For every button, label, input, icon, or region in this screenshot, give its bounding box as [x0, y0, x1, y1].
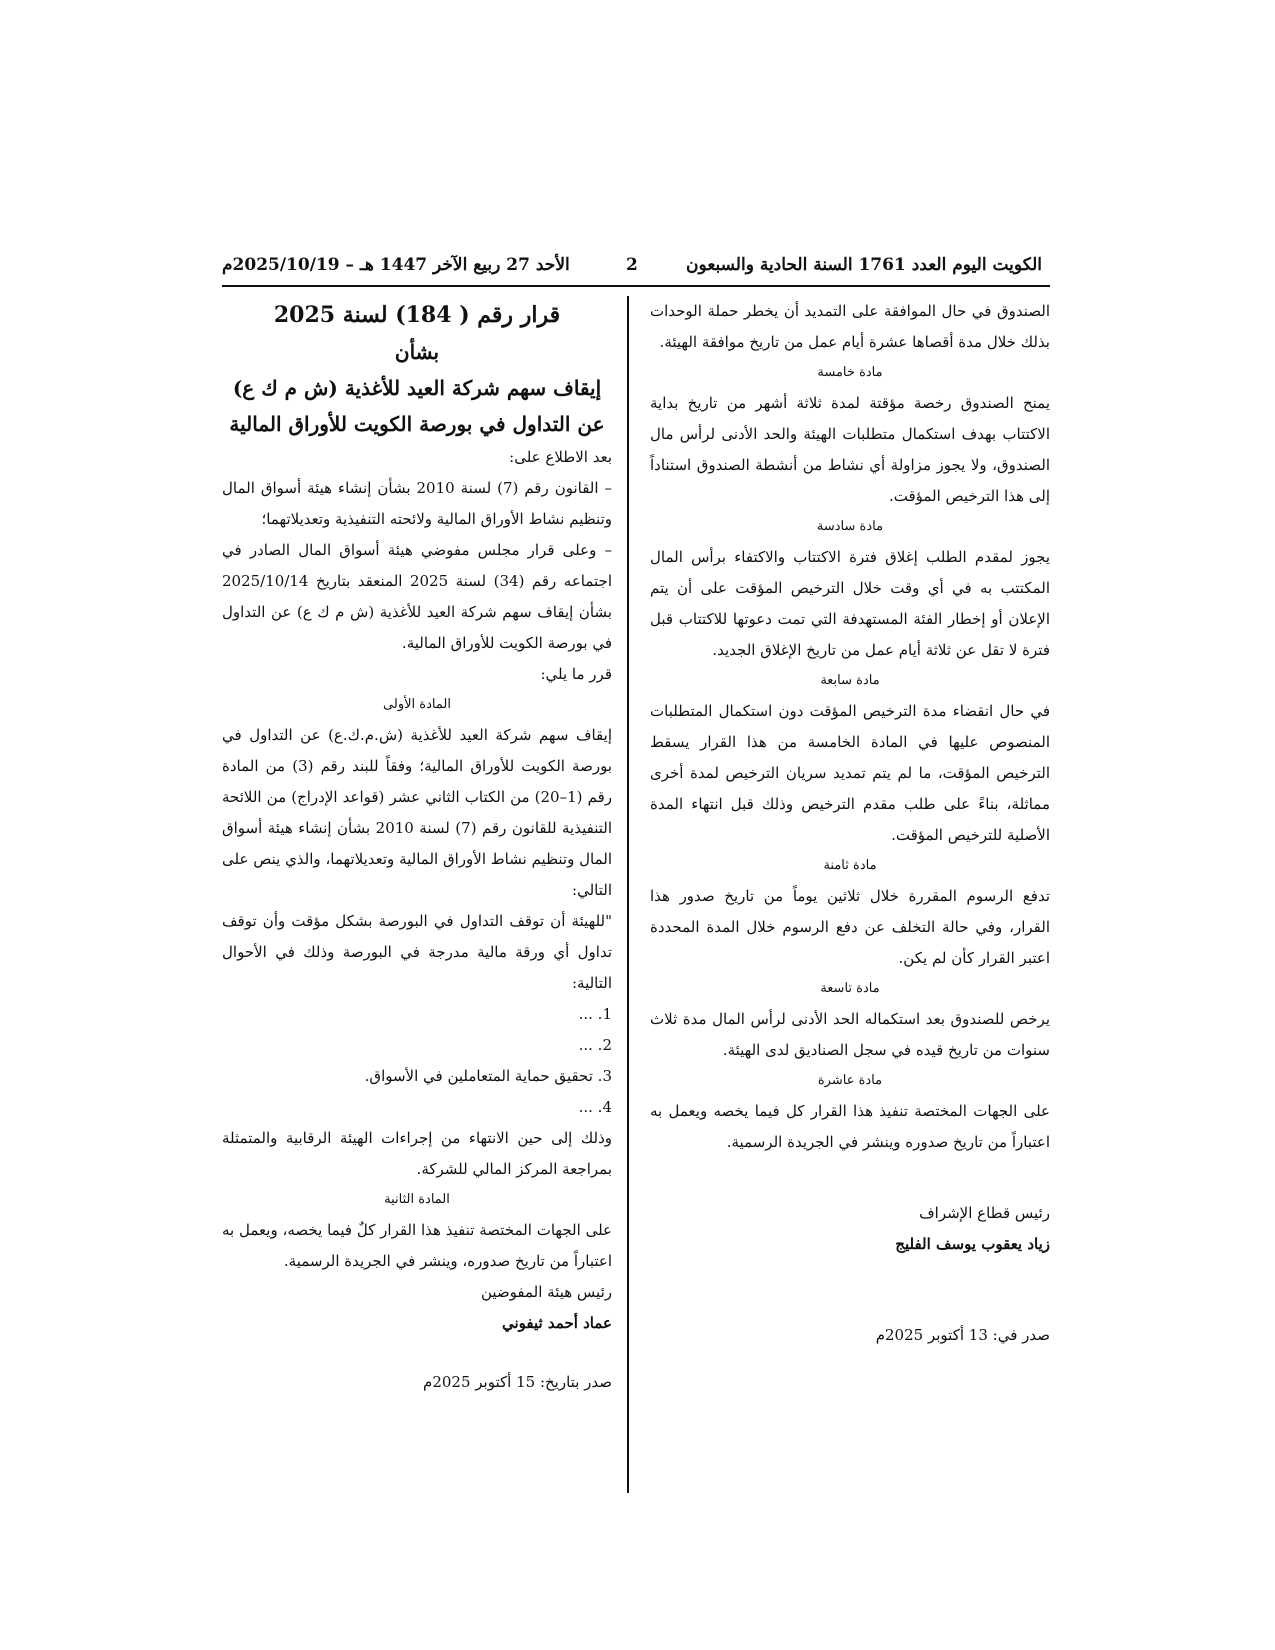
- subject-word: بشأن: [394, 340, 440, 364]
- subject-line: إيقاف سهم شركة العيد للأغذية (ش م ك ع): [232, 376, 602, 400]
- article-heading: مادة ثامنة: [823, 858, 877, 873]
- paragraph: الصندوق في حال الموافقة على التمديد أن يخطر حملة الوحدات بذلك خلال مدة أقصاها عشرة أيام عمل من تاريخ موافقة الهيئة.: [650, 302, 1050, 351]
- right-column: [650, 296, 1050, 1351]
- page-header: [222, 255, 1050, 287]
- article-heading: مادة تاسعة: [820, 981, 880, 996]
- signatory-name: زياد يعقوب يوسف الفليج: [895, 1235, 1050, 1253]
- paragraph: بعد الاطلاع على:: [509, 448, 612, 466]
- article-heading: مادة سادسة: [816, 519, 884, 534]
- page-number: 2: [626, 255, 638, 275]
- issue-date: صدر بتاريخ: 15 أكتوبر 2025م: [423, 1373, 612, 1391]
- signatory-title: رئيس هيئة المفوضين: [480, 1283, 612, 1301]
- header-issue: الكويت اليوم العدد 1761 السنة الحادية والسبعون: [686, 255, 1042, 275]
- spacer: [222, 1339, 612, 1367]
- article-heading: مادة سابعة: [820, 673, 880, 688]
- quote: "للهيئة أن توقف التداول في البورصة بشكل مؤقت وأن توقف تداول أي ورقة مالية مدرجة في البورصة وذلك في الأحوال التالية:: [222, 912, 612, 992]
- paragraph: قرر ما يلي:: [540, 665, 612, 683]
- signatory-title: رئيس قطاع الإشراف: [919, 1204, 1050, 1222]
- article-heading: مادة خامسة: [817, 365, 883, 380]
- article-heading: مادة عاشرة: [817, 1073, 883, 1088]
- paragraph: على الجهات المختصة تنفيذ هذا القرار كل فيما يخصه ويعمل به اعتباراً من تاريخ صدوره وينشر في الجريدة الرسمية.: [650, 1102, 1050, 1151]
- reference-item: – وعلى قرار مجلس مفوضي هيئة أسواق المال الصادر في اجتماعه رقم (34) لسنة 2025 المنعقد بتاريخ 2025/10/14 بشأن إيقاف سهم شركة العيد للأغذية (ش م ك ع) عن التداول في بورصة الكويت للأوراق المالية.: [222, 541, 612, 652]
- paragraph: يمنح الصندوق رخصة مؤقتة لمدة ثلاثة أشهر من تاريخ بداية الاكتتاب بهدف استكمال متطلبات الهيئة والحد الأدنى لرأس مال الصندوق، ولا يجوز مزاولة أي نشاط من أنشطة الصندوق استناداً إلى هذا الترخيص المؤقت.: [650, 394, 1050, 505]
- issue-date: صدر في: 13 أكتوبر 2025م: [875, 1326, 1050, 1344]
- article-heading: المادة الأولى: [383, 697, 451, 712]
- spacer: [650, 1260, 1050, 1320]
- subject-line: عن التداول في بورصة الكويت للأوراق المالية: [229, 412, 605, 436]
- signatory-name: عماد أحمد ثيفوني: [501, 1314, 612, 1332]
- left-column: [222, 296, 612, 1398]
- column-divider: [627, 296, 629, 1493]
- paragraph: إيقاف سهم شركة العيد للأغذية (ش.م.ك.ع) عن التداول في بورصة الكويت للأوراق المالية؛ وفقاً للبند رقم (3) من المادة رقم (1–20) من الكتاب الثاني عشر (قواعد الإدراج) من اللائحة التنفيذية للقانون رقم (7) لسنة 2010 بشأن إنشاء هيئة أسواق المال وتنظيم نشاط الأوراق المالية وتعديلاتهما، والذي ينص على التالي:: [222, 726, 612, 899]
- paragraph: يرخص للصندوق بعد استكماله الحد الأدنى لرأس المال مدة ثلاث سنوات من تاريخ قيده في سجل الصناديق لدى الهيئة.: [650, 1010, 1050, 1059]
- paragraph: وذلك إلى حين الانتهاء من إجراءات الهيئة الرقابية والمتمثلة بمراجعة المركز المالي للشركة.: [222, 1129, 612, 1178]
- decision-title: قرار رقم ( 184) لسنة 2025: [273, 302, 561, 328]
- list-item: 2. ...: [578, 1036, 612, 1054]
- list-item: 3. تحقيق حماية المتعاملين في الأسواق.: [364, 1067, 612, 1085]
- spacer: [650, 1158, 1050, 1198]
- paragraph: يجوز لمقدم الطلب إغلاق فترة الاكتتاب والاكتفاء برأس المال المكتتب به في أي وقت خلال الترخيص المؤقت على أن يتم الإعلان أو إخطار الفئة المستهدفة التي تمت دعوتها للاكتتاب قبل فترة لا تقل عن ثلاثة أيام عمل من تاريخ الإغلاق الجديد.: [650, 548, 1050, 659]
- header-date: الأحد 27 ربيع الآخر 1447 هـ – 2025/10/19م: [222, 255, 570, 275]
- paragraph: في حال انقضاء مدة الترخيص المؤقت دون استكمال المتطلبات المنصوص عليها في المادة الخامسة من هذا القرار يسقط الترخيص المؤقت، ما لم يتم تمديد سريان الترخيص لمدة أخرى مماثلة، بناءً على طلب مقدم الترخيص وذلك قبل انتهاء المدة الأصلية للترخيص المؤقت.: [650, 702, 1050, 844]
- article-heading: المادة الثانية: [384, 1192, 450, 1207]
- list-item: 4. ...: [578, 1098, 612, 1116]
- list-item: 1. ...: [578, 1005, 612, 1023]
- reference-item: – القانون رقم (7) لسنة 2010 بشأن إنشاء هيئة أسواق المال وتنظيم نشاط الأوراق المالية ولائحته التنفيذية وتعديلاتهما؛: [222, 479, 612, 528]
- paragraph: تدفع الرسوم المقررة خلال ثلاثين يوماً من تاريخ صدور هذا القرار، وفي حالة التخلف عن دفع الرسوم خلال المدة المحددة اعتبر القرار كأن لم يكن.: [650, 887, 1050, 967]
- paragraph: على الجهات المختصة تنفيذ هذا القرار كلٌ فيما يخصه، ويعمل به اعتباراً من تاريخ صدوره، وينشر في الجريدة الرسمية.: [222, 1221, 612, 1270]
